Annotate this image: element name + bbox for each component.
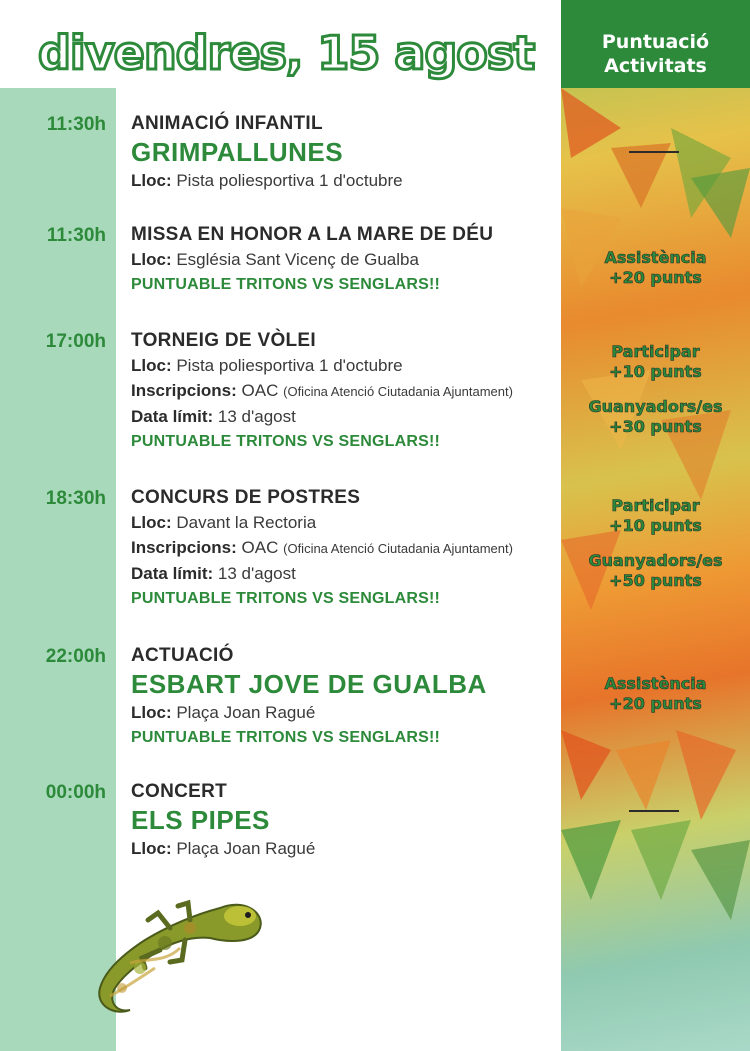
page-title: divendres, 15 agost: [38, 26, 535, 80]
event-deadline: [131, 561, 559, 586]
event-place: [131, 700, 559, 725]
event-time: 22:00h: [45, 646, 106, 667]
registrations-note: (Oficina Atenció Ciutadania Ajuntament): [283, 384, 513, 399]
place-value: Plaça Joan Ragué: [176, 703, 316, 722]
scoring-tag: PUNTUABLE TRITONS VS SENGLARS!!: [131, 590, 441, 607]
registrations-label: Inscripcions:: [131, 538, 237, 557]
event-time: 11:30h: [46, 114, 106, 135]
score-entry: [561, 248, 750, 288]
event-body: [131, 644, 559, 750]
registrations-label: Inscripcions:: [131, 381, 237, 400]
scoring-tag: PUNTUABLE TRITONS VS SENGLARS!!: [131, 276, 441, 293]
deadline-label: Data límit:: [131, 407, 214, 426]
pennant-bunting-top: [561, 88, 750, 348]
score-panel-title-line2: Activitats: [604, 55, 707, 77]
place-label: Lloc:: [131, 703, 172, 722]
place-label: Lloc:: [131, 513, 172, 532]
event-body: [131, 112, 559, 193]
scoring-tag: PUNTUABLE TRITONS VS SENGLARS!!: [131, 729, 441, 746]
event-registrations: [131, 378, 559, 404]
deadline-value: 13 d'agost: [217, 407, 296, 426]
place-value: Davant la Rectoria: [176, 513, 317, 532]
score-divider-top: [629, 151, 679, 153]
event-body: [131, 486, 559, 611]
place-value: Plaça Joan Ragué: [176, 839, 316, 858]
event-registrations: [131, 535, 559, 561]
score-entry-points: +10 punts: [609, 362, 702, 381]
score-entry-label: Guanyadors/es: [588, 397, 723, 416]
event-category: MISSA EN HONOR A LA MARE DE DÉU: [131, 224, 494, 245]
event-category: TORNEIG DE VÒLEI: [131, 330, 316, 351]
event-place: [131, 510, 559, 535]
score-entry-label: Assistència: [604, 248, 707, 267]
score-entry-label: Participar: [611, 496, 700, 515]
score-entry-label: Assistència: [604, 674, 707, 693]
event-category: CONCURS DE POSTRES: [131, 487, 361, 508]
score-entry-points: +30 punts: [609, 417, 702, 436]
score-entry-label: Guanyadors/es: [588, 551, 723, 570]
event-time: 00:00h: [45, 782, 106, 803]
event-title: ESBART JOVE DE GUALBA: [131, 669, 487, 699]
salamander-icon: [70, 888, 270, 1018]
event-body: [131, 329, 559, 454]
event-place: [131, 353, 559, 378]
score-entry-label: Participar: [611, 342, 700, 361]
event-time: 17:00h: [45, 331, 106, 352]
event-category: ANIMACIÓ INFANTIL: [131, 113, 323, 134]
score-entry-points: +10 punts: [609, 516, 702, 535]
event-category: CONCERT: [131, 781, 228, 802]
place-label: Lloc:: [131, 356, 172, 375]
place-label: Lloc:: [131, 839, 172, 858]
score-entry-points: +20 punts: [609, 694, 702, 713]
event-time: 11:30h: [46, 225, 106, 246]
place-label: Lloc:: [131, 171, 172, 190]
registrations-value: OAC: [241, 381, 279, 400]
score-entry: [561, 674, 750, 714]
event-category: ACTUACIÓ: [131, 645, 234, 666]
score-entry-points: +50 punts: [609, 571, 702, 590]
place-label: Lloc:: [131, 250, 172, 269]
event-place: [131, 247, 559, 272]
score-entry: [561, 496, 750, 536]
score-panel-title-line1: Puntuació: [601, 31, 710, 53]
score-divider-bottom: [629, 810, 679, 812]
event-body: [131, 780, 559, 861]
scoring-tag: PUNTUABLE TRITONS VS SENGLARS!!: [131, 433, 441, 450]
place-value: Església Sant Vicenç de Gualba: [176, 250, 419, 269]
event-time: 18:30h: [45, 488, 106, 509]
score-entry: [561, 551, 750, 591]
registrations-note: (Oficina Atenció Ciutadania Ajuntament): [283, 541, 513, 556]
event-title: GRIMPALLUNES: [131, 137, 344, 167]
registrations-value: OAC: [241, 538, 279, 557]
event-title: ELS PIPES: [131, 805, 270, 835]
pennant-bunting-bottom: [561, 720, 750, 1050]
score-panel-header: [561, 0, 750, 88]
event-place: [131, 168, 559, 193]
place-value: Pista poliesportiva 1 d'octubre: [176, 356, 403, 375]
score-entry-points: +20 punts: [609, 268, 702, 287]
score-entry: [561, 342, 750, 382]
event-body: [131, 223, 559, 297]
place-value: Pista poliesportiva 1 d'octubre: [176, 171, 403, 190]
score-panel: [561, 0, 750, 1051]
event-place: [131, 836, 559, 861]
deadline-label: Data límit:: [131, 564, 214, 583]
score-entry: [561, 397, 750, 437]
event-deadline: [131, 404, 559, 429]
deadline-value: 13 d'agost: [217, 564, 296, 583]
